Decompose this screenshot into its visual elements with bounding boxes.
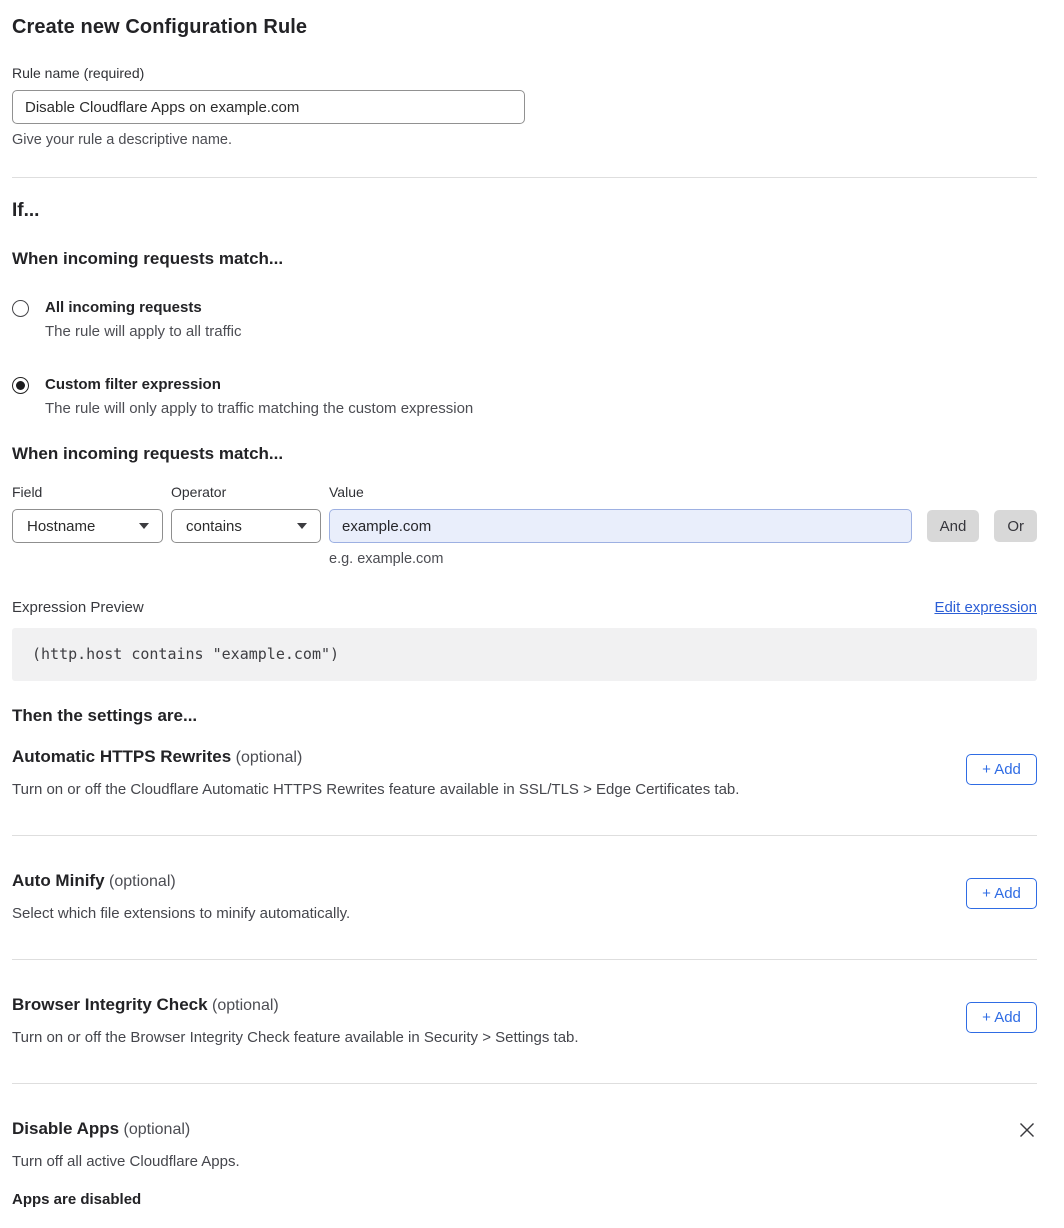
- value-help: e.g. example.com: [329, 551, 444, 567]
- rule-name-group: [12, 65, 1037, 148]
- expression-preview-code: (http.host contains "example.com"): [12, 628, 1037, 681]
- then-heading: Then the settings are...: [12, 706, 198, 725]
- setting-description: Turn off all active Cloudflare Apps.: [12, 1153, 240, 1170]
- setting-title: [12, 995, 579, 1015]
- setting-optional-tag: (optional): [123, 1121, 191, 1138]
- edit-expression-link[interactable]: Edit expression: [934, 599, 1037, 616]
- field-column: [12, 484, 163, 543]
- match-heading: When incoming requests match...: [12, 249, 284, 268]
- value-column: [329, 484, 912, 567]
- operator-column: [171, 484, 321, 543]
- setting-title: [12, 747, 739, 767]
- rule-name-input[interactable]: [12, 90, 525, 124]
- field-label: Field: [12, 484, 43, 500]
- setting-optional-tag: (optional): [212, 997, 279, 1014]
- and-button[interactable]: And: [927, 510, 980, 542]
- setting-row-disable-apps: [12, 1084, 1037, 1208]
- setting-optional-tag: (optional): [109, 873, 176, 890]
- chevron-down-icon: [139, 523, 149, 529]
- apps-disabled-status: Apps are disabled: [12, 1191, 142, 1208]
- if-heading: If...: [12, 200, 40, 221]
- radio-option-text: [45, 376, 473, 417]
- setting-title: [12, 1119, 240, 1139]
- radio-button-unselected-icon[interactable]: [12, 300, 29, 317]
- radio-label-custom-expression: Custom filter expression: [45, 376, 221, 393]
- radio-option-custom-expression[interactable]: [12, 376, 1037, 417]
- setting-row-text: [12, 995, 579, 1046]
- remove-disable-apps-button[interactable]: [1017, 1121, 1037, 1141]
- radio-option-all-requests[interactable]: [12, 299, 1037, 340]
- operator-select-value: contains: [186, 517, 242, 535]
- rule-name-label: Rule name (required): [12, 65, 145, 81]
- setting-row-text: [12, 871, 350, 922]
- setting-name: Browser Integrity Check: [12, 995, 208, 1014]
- operator-label: Operator: [171, 484, 227, 500]
- field-select[interactable]: [12, 509, 163, 543]
- setting-title: [12, 871, 350, 891]
- setting-row-text: [12, 747, 739, 798]
- setting-row-browser-integrity-check: [12, 960, 1037, 1084]
- radio-desc-custom-expression: The rule will only apply to traffic matching the custom expression: [45, 400, 474, 417]
- setting-row-text: [12, 1119, 240, 1208]
- expression-preview-label: Expression Preview: [12, 599, 144, 616]
- radio-button-selected-icon[interactable]: [12, 377, 29, 394]
- add-browser-integrity-check-button[interactable]: + Add: [966, 1002, 1037, 1033]
- setting-name: Auto Minify: [12, 871, 105, 890]
- add-automatic-https-rewrites-button[interactable]: + Add: [966, 754, 1037, 785]
- setting-name: Automatic HTTPS Rewrites: [12, 747, 232, 766]
- setting-name: Disable Apps: [12, 1119, 120, 1138]
- expression-builder-row: [12, 484, 1037, 567]
- setting-row-automatic-https-rewrites: [12, 726, 1037, 836]
- radio-option-text: [45, 299, 241, 340]
- radio-label-all-requests: All incoming requests: [45, 299, 202, 316]
- page-title: Create new Configuration Rule: [12, 16, 308, 38]
- value-input[interactable]: [329, 509, 912, 543]
- field-select-value: Hostname: [27, 517, 96, 535]
- setting-description: Turn on or off the Browser Integrity Check feature available in Security > Settings tab.: [12, 1029, 579, 1046]
- value-label: Value: [329, 484, 364, 500]
- add-auto-minify-button[interactable]: + Add: [966, 878, 1037, 909]
- setting-description: Select which file extensions to minify automatically.: [12, 905, 351, 922]
- close-icon: [1018, 1121, 1036, 1139]
- builder-heading: When incoming requests match...: [12, 444, 284, 463]
- setting-row-auto-minify: [12, 836, 1037, 960]
- radio-desc-all-requests: The rule will apply to all traffic: [45, 323, 242, 340]
- or-button[interactable]: Or: [994, 510, 1037, 542]
- expression-preview-header: [12, 599, 1037, 616]
- rule-name-help: Give your rule a descriptive name.: [12, 132, 233, 148]
- operator-select[interactable]: [171, 509, 321, 543]
- section-divider: [12, 177, 1037, 178]
- chevron-down-icon: [297, 523, 307, 529]
- setting-description: Turn on or off the Cloudflare Automatic HTTPS Rewrites feature available in SSL/TLS > Edge Certificates tab.: [12, 781, 740, 798]
- setting-optional-tag: (optional): [235, 749, 303, 766]
